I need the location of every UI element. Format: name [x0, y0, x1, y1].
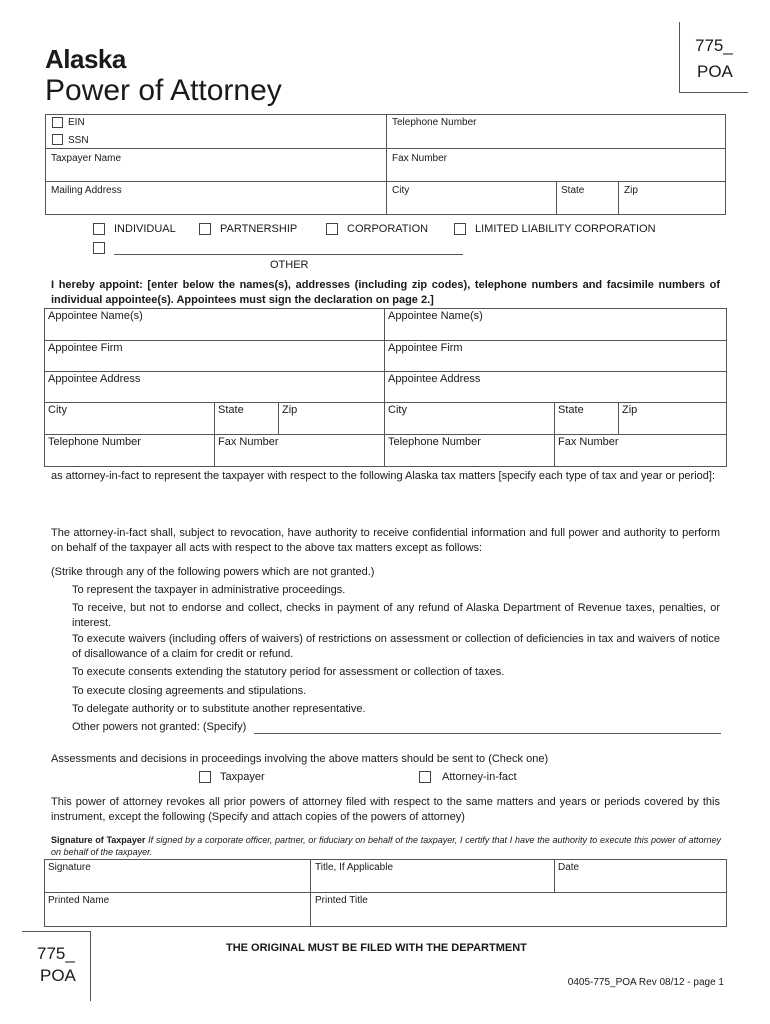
ein-label: EIN	[68, 117, 85, 128]
taxpayer-name-label: Taxpayer Name	[51, 153, 122, 164]
llc-checkbox[interactable]	[454, 223, 466, 235]
appointee-name-label-2: Appointee Name(s)	[388, 310, 483, 322]
appointee-divider	[384, 308, 385, 466]
appointee-zip-label: Zip	[282, 404, 298, 416]
city-label: City	[392, 185, 410, 196]
telephone-label: Telephone Number	[392, 117, 477, 128]
ein-checkbox[interactable]	[52, 117, 63, 128]
footer-form-code: POA	[40, 966, 76, 985]
strike-instructions: (Strike through any of the following powers which are not granted.)	[51, 566, 375, 578]
appointee-state-label: State	[218, 404, 244, 416]
ssn-label: SSN	[68, 135, 89, 146]
appoint-instructions: I hereby appoint: [enter below the names(s), addresses (including zip codes), telephone numbers and facsimile numbers of individual appointee(s). Appointees must sign the declaration on page 2.]	[51, 279, 720, 306]
state-heading: Alaska	[45, 44, 126, 74]
form-number: 775_	[695, 36, 733, 55]
signature-label: Signature	[48, 862, 91, 873]
power-item: To execute closing agreements and stipulations.	[72, 685, 307, 697]
appointee-divider	[618, 402, 619, 434]
authority-text: The attorney-in-fact shall, subject to revocation, have authority to receive confidential information and full power and authority to perform on behalf of the taxpayer all acts with respect to the above tax matters except as follows:	[51, 527, 720, 554]
footer-id-box-top	[22, 931, 90, 932]
filing-notice: THE ORIGINAL MUST BE FILED WITH THE DEPARTMENT	[226, 942, 527, 954]
appointee-firm-label: Appointee Firm	[48, 342, 123, 354]
appointee-address-label: Appointee Address	[48, 373, 141, 385]
appointee-address-label-2: Appointee Address	[388, 373, 481, 385]
mailing-address-label: Mailing Address	[51, 185, 122, 196]
signature-certify-text: If signed by a corporate officer, partner, or fiduciary on behalf of the taxpayer, I certify that I have the authority to execute this power of attorney on behalf of the taxpayer.	[51, 835, 721, 857]
appointee-row-line	[44, 402, 726, 403]
state-label: State	[561, 185, 585, 196]
appointee-grid	[44, 308, 727, 467]
signature-divider	[310, 859, 311, 926]
send-to-taxpayer-checkbox[interactable]	[199, 771, 211, 783]
appointee-firm-label-2: Appointee Firm	[388, 342, 463, 354]
corporation-label: CORPORATION	[347, 223, 429, 235]
llc-label: LIMITED LIABILITY CORPORATION	[475, 223, 656, 235]
appointee-divider	[554, 402, 555, 466]
signature-heading: Signature of Taxpayer	[51, 835, 146, 845]
other-checkbox[interactable]	[93, 242, 105, 254]
appointee-name-label: Appointee Name(s)	[48, 310, 143, 322]
attorney-in-fact-text: as attorney-in-fact to represent the taxpayer with respect to the following Alaska tax matters [specify each type of tax and year or period]:	[51, 470, 716, 482]
footer-form-number: 775_	[37, 944, 75, 963]
printed-name-label: Printed Name	[48, 895, 110, 906]
signature-row-line	[44, 892, 726, 893]
fax-label: Fax Number	[392, 153, 448, 164]
form-id-box-left	[679, 22, 680, 92]
taxpayer-row-line	[45, 148, 725, 149]
form-code: POA	[697, 62, 733, 81]
appointee-row-line	[44, 340, 726, 341]
send-to-attorney-label: Attorney-in-fact	[442, 771, 517, 783]
appointee-telephone-label-2: Telephone Number	[388, 436, 481, 448]
signature-divider	[554, 859, 555, 892]
revokes-text: This power of attorney revokes all prior powers of attorney filed with respect to the same matters and years or periods covered by this instrument, except the following (Specify and attach copies of the powers of attorney)	[51, 796, 720, 823]
taxpayer-divider	[618, 181, 619, 214]
power-item: To execute waivers (including offers of waivers) of restrictions on assessment or collection of deficiencies in tax and waivers of notice of disallowance of a claim for credit or refund.	[72, 633, 720, 660]
appointee-row-line	[44, 434, 726, 435]
power-item: To receive, but not to endorse and collect, checks in payment of any refund of Alaska Department of Revenue taxes, penalties, or interest.	[72, 602, 720, 629]
power-item: Other powers not granted: (Specify)	[72, 721, 247, 733]
appointee-city-label-2: City	[388, 404, 407, 416]
signature-certification	[51, 834, 721, 858]
appointee-telephone-label: Telephone Number	[48, 436, 141, 448]
appointee-fax-label: Fax Number	[218, 436, 279, 448]
page-title: Power of Attorney	[45, 74, 282, 107]
taxpayer-row-line	[45, 181, 725, 182]
send-to-taxpayer-label: Taxpayer	[220, 771, 265, 783]
zip-label: Zip	[624, 185, 638, 196]
send-to-attorney-checkbox[interactable]	[419, 771, 431, 783]
ssn-checkbox[interactable]	[52, 134, 63, 145]
date-label: Date	[558, 862, 580, 873]
partnership-checkbox[interactable]	[199, 223, 211, 235]
appointee-city-label: City	[48, 404, 67, 416]
power-item: To execute consents extending the statutory period for assessment or collection of taxes.	[72, 666, 505, 678]
taxpayer-divider	[386, 114, 387, 214]
revision-info: 0405-775_POA Rev 08/12 - page 1	[567, 977, 724, 988]
appointee-divider	[278, 402, 279, 434]
appointee-divider	[214, 402, 215, 466]
title-label: Title, If Applicable	[315, 862, 394, 873]
appointee-row-line	[44, 371, 726, 372]
corporation-checkbox[interactable]	[326, 223, 338, 235]
footer-id-box-right	[90, 931, 91, 1001]
taxpayer-divider	[556, 181, 557, 214]
appointee-zip-label-2: Zip	[622, 404, 638, 416]
other-input-line[interactable]	[114, 254, 463, 255]
form-id-box-bottom	[679, 92, 748, 93]
appointee-state-label-2: State	[558, 404, 584, 416]
printed-title-label: Printed Title	[315, 895, 368, 906]
assessments-text: Assessments and decisions in proceedings involving the above matters should be sent to (Check one)	[51, 753, 549, 765]
other-label: OTHER	[270, 259, 309, 271]
partnership-label: PARTNERSHIP	[220, 223, 298, 235]
other-powers-input-line[interactable]	[254, 733, 721, 734]
appointee-fax-label-2: Fax Number	[558, 436, 619, 448]
individual-label: INDIVIDUAL	[114, 223, 176, 235]
power-item: To represent the taxpayer in administrative proceedings.	[72, 584, 346, 596]
individual-checkbox[interactable]	[93, 223, 105, 235]
power-item: To delegate authority or to substitute another representative.	[72, 703, 366, 715]
